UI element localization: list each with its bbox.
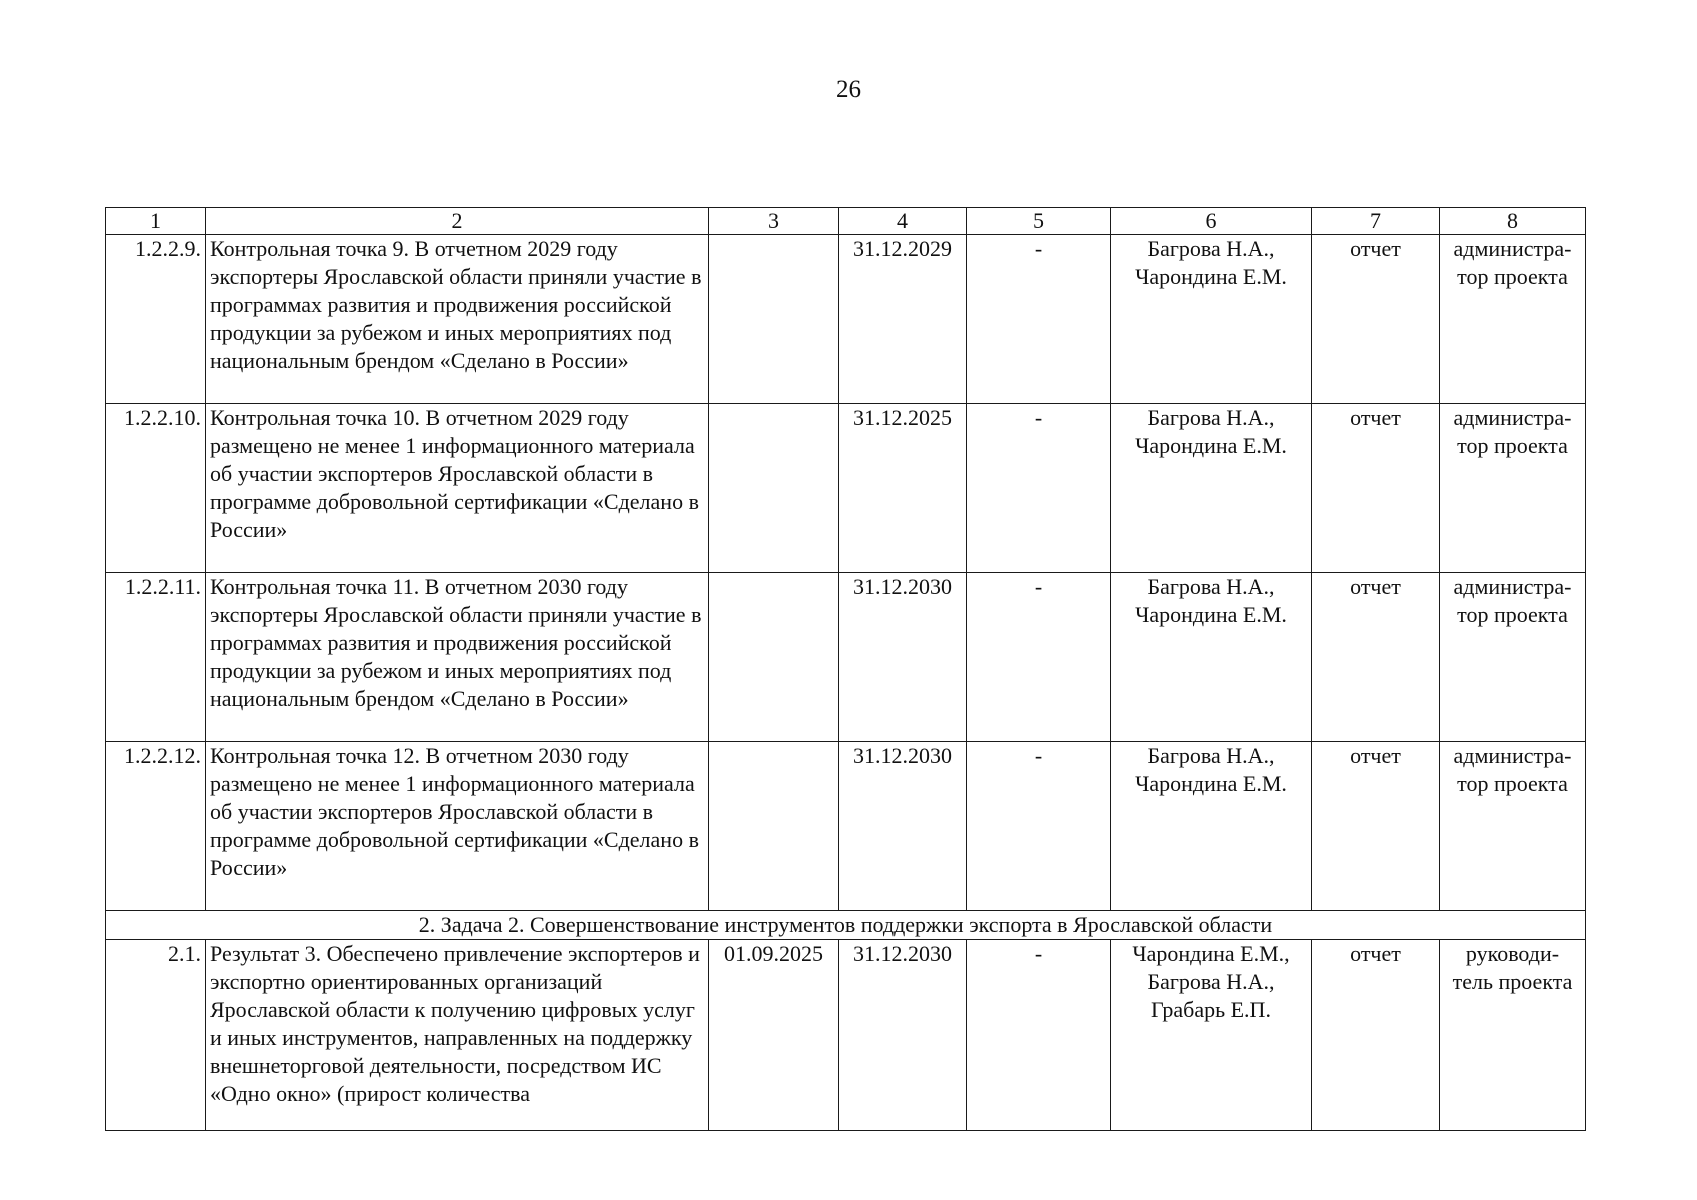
- row-description: Контрольная точка 9. В отчетном 2029 году экспортеры Ярославской области приняли участие в программах развития и продвижения российской продукции за рубежом и иных мероприятиях под национальным брендом «Сделано в России»: [206, 235, 709, 404]
- responsible-name: Багрова Н.А.,: [1147, 743, 1275, 768]
- row-end-date: 31.12.2030: [839, 573, 967, 742]
- row-responsible: [1111, 404, 1312, 573]
- row-document: отчет: [1312, 573, 1440, 742]
- row-number: 1.2.2.11.: [106, 573, 206, 742]
- responsible-name: Багрова Н.А.,: [1147, 236, 1275, 261]
- row-start-date: [709, 235, 839, 404]
- row-responsible: [1111, 573, 1312, 742]
- row-role: [1440, 404, 1586, 573]
- col-header: 8: [1440, 208, 1586, 235]
- responsible-name: Багрова Н.А.,: [1147, 574, 1275, 599]
- row-end-date: 31.12.2029: [839, 235, 967, 404]
- table-row: [106, 235, 1586, 404]
- responsible-name: Чарондина Е.М.: [1135, 433, 1287, 458]
- row-description: Контрольная точка 11. В отчетном 2030 году экспортеры Ярославской области приняли участие в программах развития и продвижения российской продукции за рубежом и иных мероприятиях под национальным брендом «Сделано в России»: [206, 573, 709, 742]
- responsible-name: Багрова Н.А.,: [1147, 405, 1275, 430]
- col-header: 2: [206, 208, 709, 235]
- table-row: [106, 404, 1586, 573]
- row-number: 1.2.2.12.: [106, 742, 206, 911]
- row-number: 2.1.: [106, 940, 206, 1131]
- col-header: 6: [1111, 208, 1312, 235]
- row-end-date: 31.12.2025: [839, 404, 967, 573]
- role-line: тор проекта: [1457, 264, 1568, 289]
- row-col5: -: [967, 573, 1111, 742]
- role-line: администра-: [1453, 236, 1572, 261]
- row-start-date: 01.09.2025: [709, 940, 839, 1131]
- role-line: администра-: [1453, 743, 1572, 768]
- section-row: [106, 911, 1586, 940]
- role-line: тор проекта: [1457, 771, 1568, 796]
- row-document: отчет: [1312, 742, 1440, 911]
- row-number: 1.2.2.10.: [106, 404, 206, 573]
- col-header: 5: [967, 208, 1111, 235]
- row-document: отчет: [1312, 235, 1440, 404]
- plan-table: [105, 207, 1586, 1131]
- role-line: тор проекта: [1457, 602, 1568, 627]
- responsible-name: Чарондина Е.М.,: [1132, 941, 1290, 966]
- responsible-name: Чарондина Е.М.: [1135, 602, 1287, 627]
- row-description: Результат 3. Обеспечено привлечение экспортеров и экспортно ориентированных организаций Ярославской области к получению цифровых услуг и иных инструментов, направленных на поддержку внешнеторговой деятельности, посредством ИС «Одно окно» (прирост количества: [206, 940, 709, 1131]
- col-header: 4: [839, 208, 967, 235]
- row-col5: -: [967, 235, 1111, 404]
- page-number: 26: [836, 76, 861, 103]
- row-document: отчет: [1312, 940, 1440, 1131]
- row-role: [1440, 235, 1586, 404]
- row-responsible: [1111, 940, 1312, 1131]
- row-start-date: [709, 742, 839, 911]
- row-responsible: [1111, 235, 1312, 404]
- col-header: 1: [106, 208, 206, 235]
- row-start-date: [709, 573, 839, 742]
- role-line: тель проекта: [1452, 969, 1573, 994]
- role-line: администра-: [1453, 405, 1572, 430]
- responsible-name: Багрова Н.А.,: [1147, 969, 1275, 994]
- row-end-date: 31.12.2030: [839, 940, 967, 1131]
- section-title: 2. Задача 2. Совершенствование инструментов поддержки экспорта в Ярославской области: [106, 911, 1586, 940]
- row-role: [1440, 573, 1586, 742]
- responsible-name: Чарондина Е.М.: [1135, 771, 1287, 796]
- row-col5: -: [967, 404, 1111, 573]
- row-number: 1.2.2.9.: [106, 235, 206, 404]
- row-description: Контрольная точка 10. В отчетном 2029 году размещено не менее 1 информационного материала об участии экспортеров Ярославской области в программе добровольной сертификации «Сделано в России»: [206, 404, 709, 573]
- role-line: администра-: [1453, 574, 1572, 599]
- header-row: [106, 208, 1586, 235]
- table-row: [106, 742, 1586, 911]
- row-description: Контрольная точка 12. В отчетном 2030 году размещено не менее 1 информационного материала об участии экспортеров Ярославской области в программе добровольной сертификации «Сделано в России»: [206, 742, 709, 911]
- row-document: отчет: [1312, 404, 1440, 573]
- row-role: [1440, 940, 1586, 1131]
- row-col5: -: [967, 742, 1111, 911]
- role-line: руководи-: [1465, 941, 1560, 966]
- table-row: [106, 573, 1586, 742]
- col-header: 7: [1312, 208, 1440, 235]
- col-header: 3: [709, 208, 839, 235]
- row-start-date: [709, 404, 839, 573]
- table-row: [106, 940, 1586, 1131]
- row-role: [1440, 742, 1586, 911]
- row-col5: -: [967, 940, 1111, 1131]
- row-responsible: [1111, 742, 1312, 911]
- responsible-name: Чарондина Е.М.: [1135, 264, 1287, 289]
- role-line: тор проекта: [1457, 433, 1568, 458]
- responsible-name: Грабарь Е.П.: [1151, 997, 1271, 1022]
- row-end-date: 31.12.2030: [839, 742, 967, 911]
